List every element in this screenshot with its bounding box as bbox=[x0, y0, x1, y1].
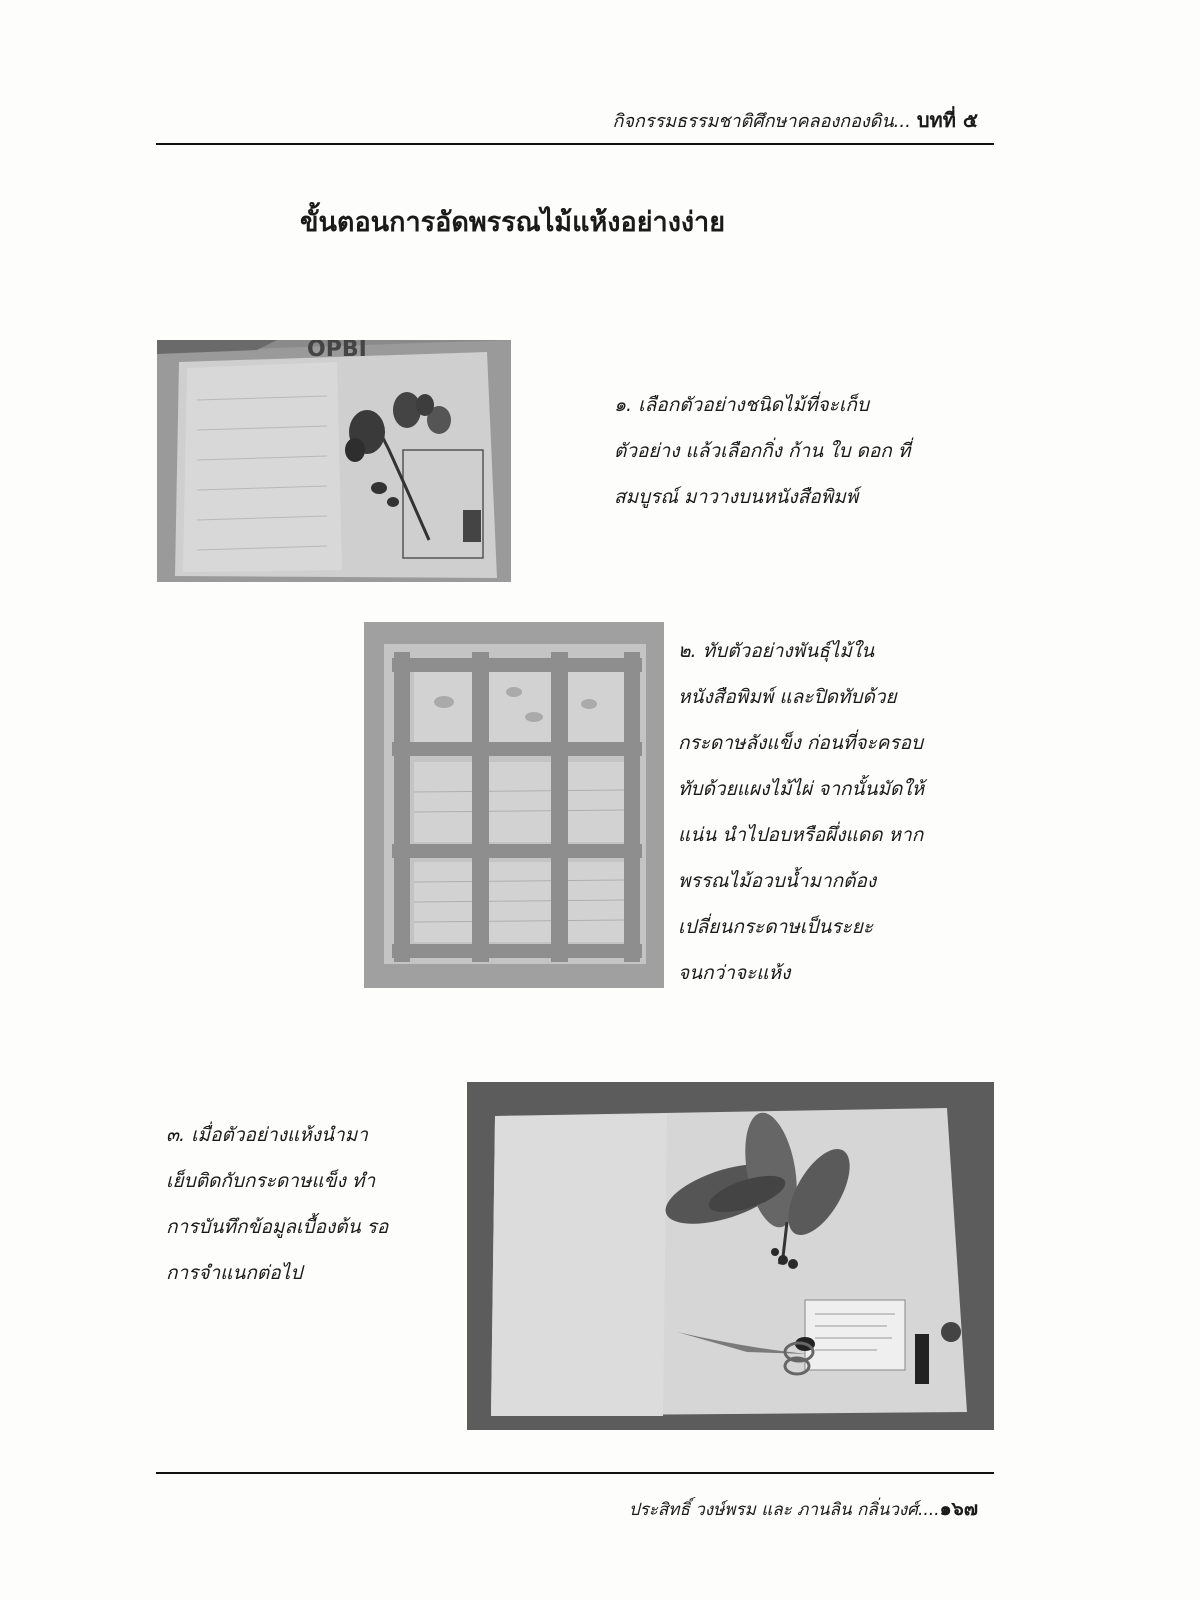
footer-authors: ประสิทธิ์ วงษ์พรม และ ภานลิน กลิ่นวงศ์.... bbox=[628, 1500, 940, 1520]
step-3-caption bbox=[166, 1112, 388, 1296]
caption-line: กระดาษลังแข็ง ก่อนที่จะครอบ bbox=[678, 732, 924, 754]
step-2-photo bbox=[364, 622, 664, 988]
caption-line: การจำแนกต่อไป bbox=[166, 1262, 303, 1284]
caption-line: เปลี่ยนกระดาษเป็นระยะ bbox=[678, 916, 874, 938]
footer bbox=[629, 1494, 978, 1524]
page-title: ขั้นตอนการอัดพรรณไม้แห้งอย่างง่าย bbox=[300, 207, 726, 238]
svg-text:OPBI: OPBI bbox=[307, 340, 367, 362]
caption-line: การบันทึกข้อมูลเบื้องต้น รอ bbox=[166, 1216, 389, 1238]
caption-line: สมบูรณ์ มาวางบนหนังสือพิมพ์ bbox=[614, 486, 859, 508]
caption-line: เย็บติดกับกระดาษแข็ง ทำ bbox=[166, 1170, 376, 1192]
step-1-caption bbox=[614, 382, 910, 520]
step-3-photo bbox=[467, 1082, 994, 1430]
caption-line: พรรณไม้อวบน้ำมากต้อง bbox=[678, 870, 877, 892]
running-header bbox=[612, 104, 978, 136]
step-2-caption bbox=[678, 628, 924, 996]
caption-line: แน่น นำไปอบหรือผึ่งแดด หาก bbox=[678, 824, 924, 846]
caption-line: ๒. ทับตัวอย่างพันธุ์ไม้ใน bbox=[678, 640, 875, 662]
caption-line: ๑. เลือกตัวอย่างชนิดไม้ที่จะเก็บ bbox=[614, 394, 869, 416]
caption-line: ตัวอย่าง แล้วเลือกกิ่ง ก้าน ใบ ดอก ที่ bbox=[614, 440, 911, 462]
page-number: ๑๖๗ bbox=[939, 1498, 978, 1520]
caption-line: ๓. เมื่อตัวอย่างแห้งนำมา bbox=[166, 1124, 368, 1146]
step-1-photo bbox=[157, 340, 511, 582]
chapter-label: บทที่ ๕ bbox=[916, 108, 978, 132]
header-rule bbox=[156, 143, 994, 145]
caption-line: ทับด้วยแผงไม้ไผ่ จากนั้นมัดให้ bbox=[678, 778, 925, 800]
running-title: กิจกรรมธรรมชาติศึกษาคลองกองดิน... bbox=[612, 111, 911, 132]
caption-line: จนกว่าจะแห้ง bbox=[678, 962, 791, 984]
footer-rule bbox=[156, 1472, 994, 1474]
caption-line: หนังสือพิมพ์ และปิดทับด้วย bbox=[678, 686, 897, 708]
